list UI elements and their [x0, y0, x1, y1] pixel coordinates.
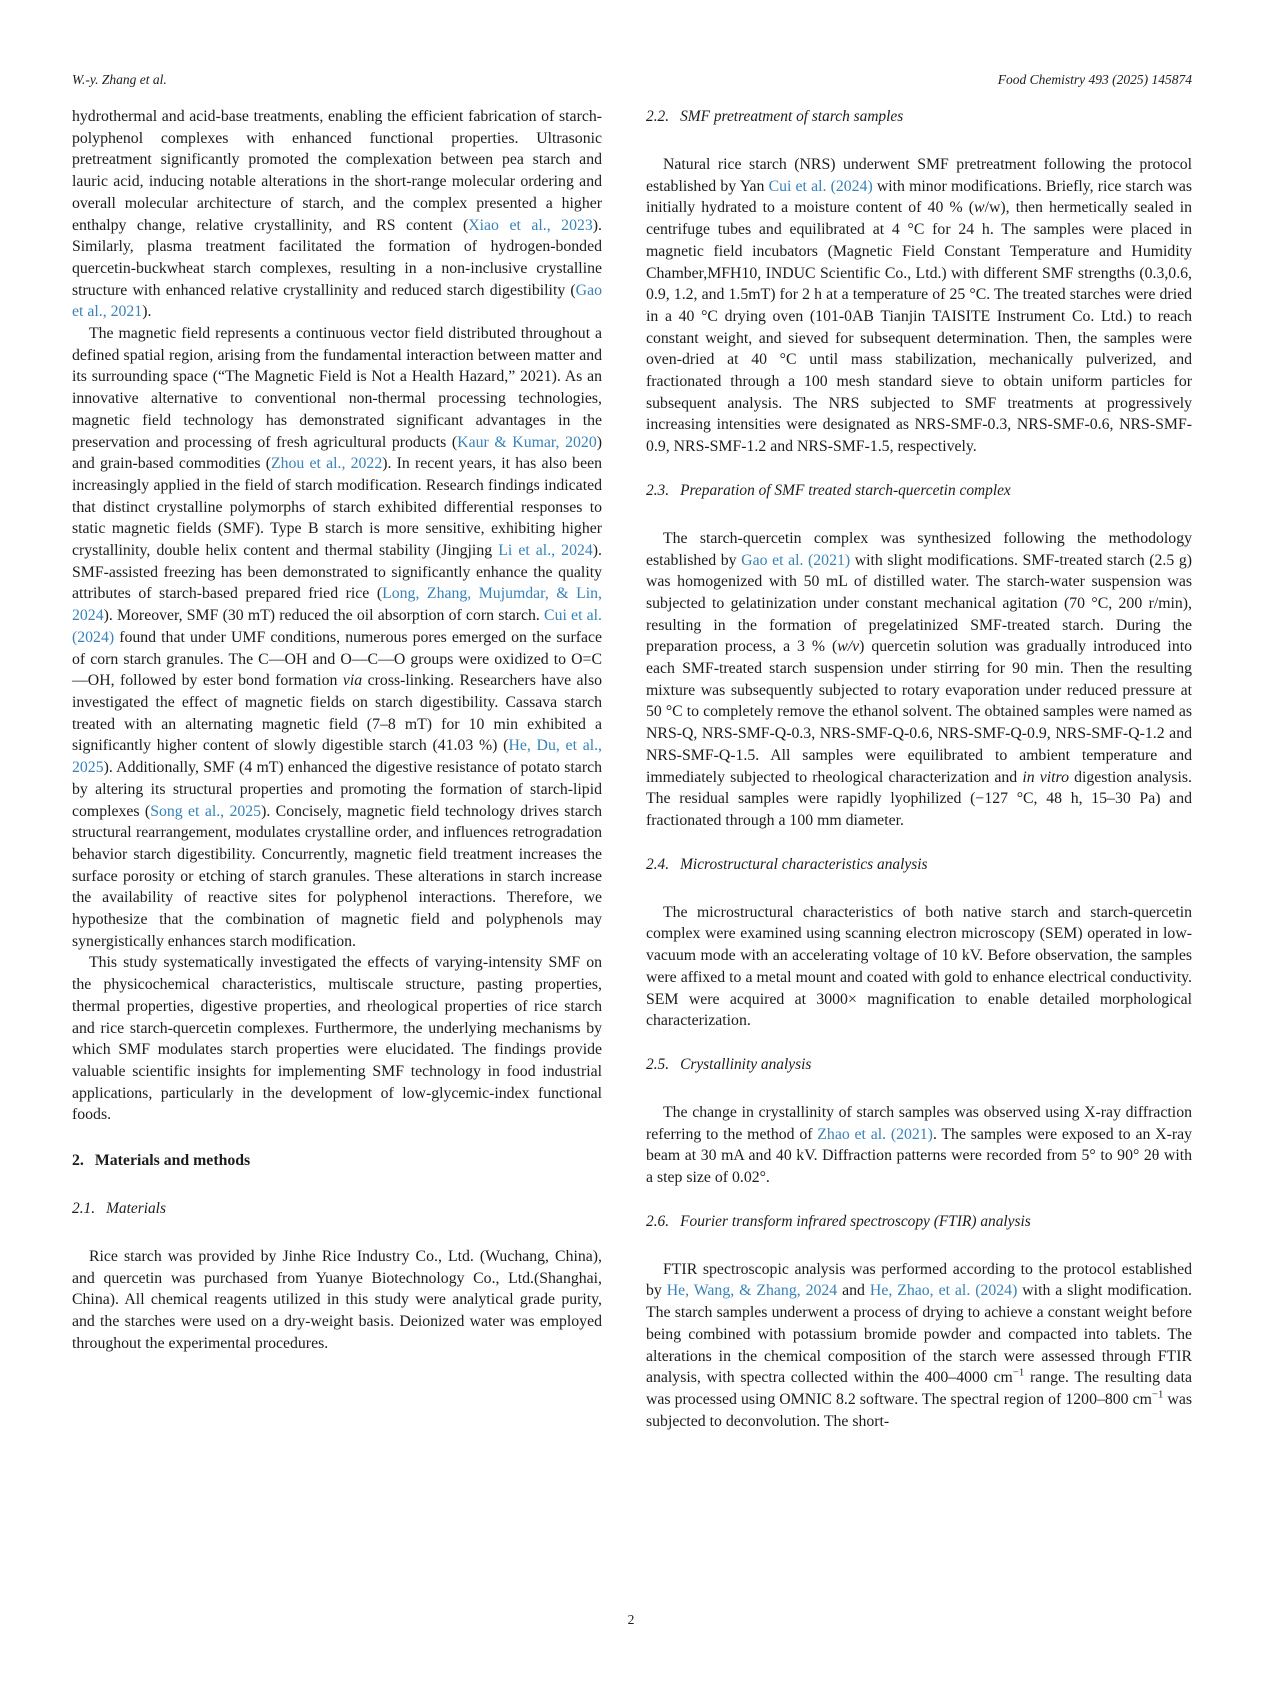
- citation-link[interactable]: He, Wang, & Zhang, 2024: [666, 1282, 838, 1300]
- paragraph: [72, 1246, 602, 1355]
- text-run: cross-linking. Researchers have also investigated the effect of magnetic fields on starch digestibility. Cassava starch treated with an alternating magnetic field (7–8 mT) for 10 min exhibited a significantly higher content of slowly digestible starch (41.03 %) (: [72, 672, 602, 755]
- section-title: SMF pretreatment of starch samples: [680, 108, 904, 125]
- text-run: ). Moreover, SMF (30 mT) reduced the oil absorption of corn starch.: [103, 607, 545, 625]
- paragraph: [646, 1102, 1192, 1189]
- paragraph: [646, 1259, 1192, 1433]
- text-run: was subjected to deconvolution. The short-: [646, 1390, 1192, 1430]
- text-run: The change in crystallinity of starch samples was observed using X-ray diffraction referring to the method of: [646, 1103, 1192, 1143]
- paragraph: [646, 154, 1192, 458]
- text-run: /w), then hermetically sealed in centrifuge tubes and equilibrated at 4 °C for 24 h. The samples were placed in magnetic field incubators (Magnetic Field Constant Temperature and Humidity Chamber,MFH10, INDUC Scientific Co., Ltd.) with different SMF strengths (0.3,0.6, 0.9, 1.2, and 1.5mT) for 2 h at a temperature of 25 °C. The treated starches were dried in a 40 °C drying oven (101-0AB Tianjin TAISITE Instrument Co. Ltd.) to reach constant weight, and sieved for subsequent determination. Then, the samples were oven-dried at 40 °C until mass stabilization, mechanically pulverized, and fractionated through a 100 mesh standard sieve to obtain uniform particles for subsequent analysis. The NRS subjected to SMF treatments at progressively increasing intensities were designated as NRS-SMF-0.3, NRS-SMF-0.6, NRS-SMF-0.9, NRS-SMF-1.2 and NRS-SMF-1.5, respectively.: [646, 199, 1193, 456]
- section-number: 2.4.: [646, 855, 670, 873]
- paragraph: [72, 323, 602, 952]
- section-title: Microstructural characteristics analysis: [680, 855, 928, 873]
- citation-link[interactable]: Li et al., 2024: [498, 542, 593, 560]
- page-footer: [0, 1612, 1262, 1628]
- subsection-heading: [646, 1054, 1192, 1075]
- citation-link[interactable]: Cui et al. (2024): [768, 177, 873, 195]
- paragraph: [72, 952, 602, 1126]
- section-title: Materials and methods: [94, 1152, 251, 1170]
- subsection-heading: [646, 106, 1192, 127]
- text-run: ). Similarly, plasma treatment facilitated the formation of hydrogen-bonded quercetin-buckwheat starch complexes, resulting in a non-inclusive crystalline structure with enhanced relative crystallinity and reduced starch digestibility (: [72, 216, 602, 299]
- text-run: with minor modifications. Briefly, rice starch was initially hydrated to a moisture content of 40 % (: [646, 177, 1192, 217]
- article-body: [72, 106, 1192, 1432]
- section-title: Crystallinity analysis: [680, 1055, 812, 1073]
- superscript: −1: [1012, 1366, 1025, 1379]
- text-run: ). In recent years, it has also been increasingly applied in the field of starch modification. Research findings indicated that distinct crystalline polymorphs of starch exhibited differential responses to static magnetic fields (SMF). Type B starch is more sensitive, exhibiting higher crystallinity, double helix content and thermal stability (Jingjing: [72, 455, 602, 560]
- paragraph: [646, 528, 1192, 832]
- section-number: 2.3.: [646, 481, 670, 499]
- journal-citation: Food Chemistry 493 (2025) 145874: [997, 72, 1192, 87]
- text-run: The magnetic field represents a continuous vector field distributed throughout a defined spatial region, arising from the fundamental interaction between matter and its surrounding space (“The Magnetic Field is Not a Health Hazard,” 2021). As an innovative alternative to conventional non-thermal processing technologies, magnetic field technology has demonstrated significant advantages in the preservation and processing of fresh agricultural products (: [72, 325, 602, 451]
- page-number: 2: [627, 1612, 635, 1627]
- citation-link[interactable]: Gao et al. (2021): [741, 551, 851, 569]
- text-run: with slight modifications. SMF-treated starch (2.5 g) was homogenized with 50 mL of distilled water. The starch-water suspension was subjected to gelatinization under constant mechanical agitation (70 °C, 200 r/min), resulting in the formation of pregelatinized SMF-treated starch. During the preparation process, a 3 % (: [646, 551, 1192, 656]
- citation-link[interactable]: Gao et al., 2021: [72, 281, 602, 321]
- citation-link[interactable]: Kaur & Kumar, 2020: [457, 433, 597, 451]
- paragraph: [646, 902, 1192, 1032]
- text-run: and: [837, 1282, 870, 1300]
- section-number: 2.6.: [646, 1212, 670, 1230]
- citation-link[interactable]: Song et al., 2025: [150, 802, 262, 820]
- text-run: ). Concisely, magnetic field technology drives starch structural rearrangement, modulates crystalline order, and influences retrogradation behavior starch digestibility. Concurrently, magnetic field treatment increases the surface porosity or etching of starch granules. These alterations in starch increase the availability of reactive sites for polyphenol interactions. Therefore, we hypothesize that the combination of magnetic field and polyphenols may synergistically enhances starch modification.: [72, 802, 603, 950]
- text-run: ) and grain-based commodities (: [72, 433, 602, 473]
- text-run: The microstructural characteristics of both native starch and starch-quercetin complex were examined using scanning electron microscopy (SEM) operated in low-vacuum mode with an accelerating voltage of 10 kV. Before observation, the samples were affixed to a metal mount and coated with gold to enhance electrical conductivity. SEM were acquired at 3000× magnification to enable detailed morphological characterization.: [646, 903, 1192, 1030]
- subsection-heading: [646, 1211, 1192, 1232]
- text-run: range. The resulting data was processed using OMNIC 8.2 software. The spectral region of 1200–800 cm: [646, 1369, 1192, 1408]
- text-run: This study systematically investigated the effects of varying-intensity SMF on the physicochemical characteristics, multiscale structure, pasting properties, thermal properties, digestive properties, and rheological properties of rice starch and rice starch-quercetin complexes. Furthermore, the underlying mechanisms by which SMF modulates starch properties were elucidated. The findings provide valuable scientific insights for implementing SMF technology in food industrial applications, particularly in the development of low-glycemic-index functional foods.: [72, 954, 602, 1124]
- text-run: . The samples were exposed to an X-ray beam at 30 mA and 40 kV. Diffraction patterns were recorded from 5° to 90° 2θ with a step size of 0.02°.: [646, 1125, 1193, 1187]
- text-run: FTIR spectroscopic analysis was performed according to the protocol established by: [646, 1260, 1192, 1300]
- text-run: ). Additionally, SMF (4 mT) enhanced the digestive resistance of potato starch by altering its structural properties and promoting the formation of starch-lipid complexes (: [72, 759, 602, 820]
- text-run: ) quercetin solution was gradually introduced into each SMF-treated starch suspension under stirring for 90 min. Then the resulting mixture was subsequently subjected to rotary evaporation under reduced pressure at 50 °C to completely remove the ethanol solvent. The obtained samples were named as NRS-Q, NRS-SMF-Q-0.3, NRS-SMF-Q-0.6, NRS-SMF-Q-0.9, NRS-SMF-Q-1.2 and NRS-SMF-Q-1.5. All samples were equilibrated to ambient temperature and immediately subjected to rheological characterization and: [646, 638, 1193, 786]
- section-number: 2.2.: [646, 108, 670, 125]
- italic-text: w: [974, 199, 985, 217]
- superscript: −1: [1151, 1388, 1164, 1401]
- text-run: ).: [142, 303, 152, 321]
- right-column: [646, 106, 1192, 1432]
- italic-text: w/v: [837, 638, 860, 656]
- citation-link[interactable]: Xiao et al., 2023: [468, 216, 593, 234]
- text-run: digestion analysis. The residual samples were rapidly lyophilized (−127 °C, 48 h, 15–30 Pa) and fractionated through a 100 mm diameter.: [646, 768, 1192, 829]
- text-run: with a slight modification. The starch samples underwent a process of drying to achieve a constant weight before being combined with potassium bromide powder and compacted into tablets. The alterations in the chemical composition of the starch were assessed through FTIR analysis, with spectra collected within the 400–4000 cm: [646, 1282, 1192, 1387]
- section-number: 2.1.: [72, 1200, 96, 1218]
- section-number: 2.5.: [646, 1055, 670, 1073]
- section-number: 2.: [72, 1152, 84, 1170]
- italic-text: via: [342, 672, 363, 690]
- section-title: Fourier transform infrared spectroscopy (FTIR) analysis: [680, 1212, 1031, 1230]
- left-column: [72, 106, 602, 1432]
- text-run: ). SMF-assisted freezing has been demonstrated to significantly enhance the quality attributes of starch-based prepared fried rice (: [72, 542, 602, 603]
- citation-link[interactable]: Long, Zhang, Mujumdar, & Lin, 2024: [72, 585, 603, 625]
- subsection-heading: [72, 1198, 602, 1219]
- running-header: [72, 72, 1192, 88]
- text-run: The starch-quercetin complex was synthesized following the methodology established by: [646, 529, 1192, 569]
- text-run: hydrothermal and acid-base treatments, enabling the efficient fabrication of starch-polyphenol complexes with enhanced functional properties. Ultrasonic pretreatment significantly promoted the complexation between pea starch and lauric acid, inducing notable alterations in the short-range molecular ordering and overall molecular architecture of starch, and the complex presented a higher enthalpy change, relative crystallinity, and RS content (: [72, 108, 602, 234]
- subsection-heading: [646, 854, 1192, 875]
- section-title: Preparation of SMF treated starch-quercetin complex: [680, 481, 1011, 499]
- section-title: Materials: [106, 1200, 166, 1218]
- text-run: Rice starch was provided by Jinhe Rice Industry Co., Ltd. (Wuchang, China), and quercetin was purchased from Yuanye Biotechnology Co., Ltd.(Shanghai, China). All chemical reagents utilized in this study were analytical grade purity, and the starches were used on a dry-weight basis. Deionized water was employed throughout the experimental procedures.: [72, 1248, 602, 1352]
- italic-text: in vitro: [1022, 768, 1069, 786]
- citation-link[interactable]: Zhou et al., 2022: [270, 455, 383, 473]
- citation-link[interactable]: Cui et al. (2024): [72, 607, 602, 646]
- paragraph: [72, 106, 602, 323]
- text-run: Natural rice starch (NRS) underwent SMF pretreatment following the protocol established by Yan: [646, 156, 1192, 195]
- section-heading: [72, 1150, 602, 1172]
- subsection-heading: [646, 480, 1192, 501]
- citation-link[interactable]: Zhao et al. (2021): [817, 1125, 933, 1143]
- citation-link[interactable]: He, Du, et al., 2025: [72, 737, 602, 777]
- running-authors: W.-y. Zhang et al.: [72, 72, 167, 87]
- citation-link[interactable]: He, Zhao, et al. (2024): [869, 1282, 1018, 1300]
- text-run: found that under UMF conditions, numerous pores emerged on the surface of corn starch granules. The C—OH and O—C—O groups were oxidized to O=C—OH, followed by ester bond formation: [72, 628, 602, 690]
